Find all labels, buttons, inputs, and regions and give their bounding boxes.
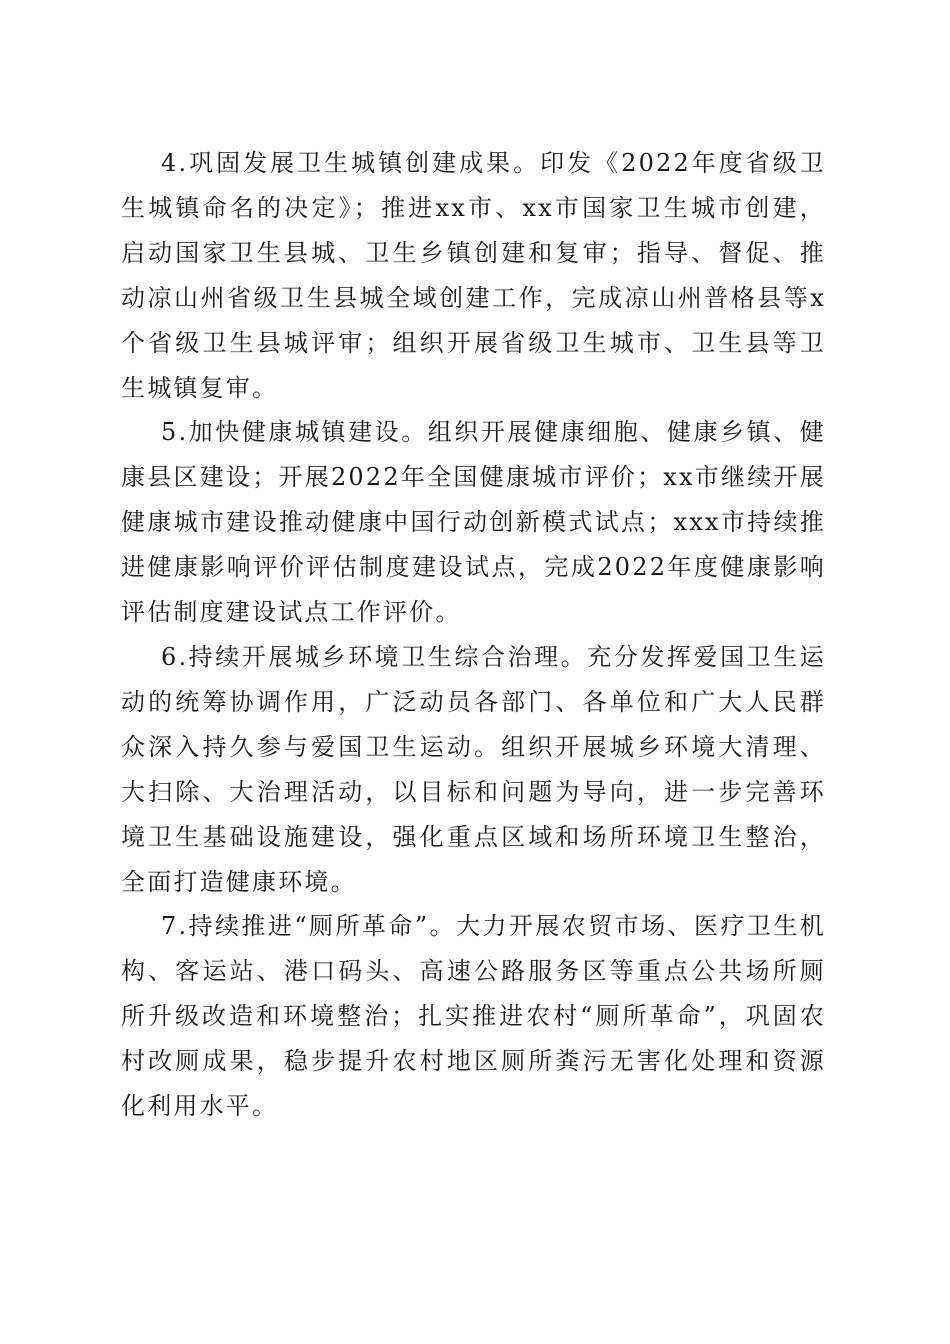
paragraph-item-6: 6.持续开展城乡环境卫生综合治理。充分发挥爱国卫生运动的统筹协调作用，广泛动员各部门、各单位和广大人民群众深入持久参与爱国卫生运动。组织开展城乡环境大清理、大扫除、大治理活动，以目标和问题为导向，进一步完善环境卫生基础设施建设，强化重点区域和场所环境卫生整治，全面打造健康环境。	[121, 642, 826, 896]
document-body	[121, 141, 826, 1129]
paragraph-item-4: 4.巩固发展卫生城镇创建成果。印发《2022年度省级卫生城镇命名的决定》；推进xx市、xx市国家卫生城市创建，启动国家卫生县城、卫生乡镇创建和复审；指导、督促、推动凉山州省级卫生县城全域创建工作，完成凉山州普格县等x个省级卫生县城评审；组织开展省级卫生城市、卫生县等卫生城镇复审。	[121, 149, 826, 402]
paragraph-item-5: 5.加快健康城镇建设。组织开展健康细胞、健康乡镇、健康县区建设；开展2022年全国健康城市评价；xx市继续开展健康城市建设推动健康中国行动创新模式试点；xxx市持续推进健康影响评价评估制度建设试点，完成2022年度健康影响评估制度建设试点工作评价。	[121, 418, 826, 627]
paragraph-item-7: 7.持续推进“厕所革命”。大力开展农贸市场、医疗卫生机构、客运站、港口码头、高速公路服务区等重点公共场所厕所升级改造和环境整治；扎实推进农村“厕所革命”，巩固农村改厕成果，稳步提升农村地区厕所粪污无害化处理和资源化利用水平。	[121, 912, 826, 1121]
